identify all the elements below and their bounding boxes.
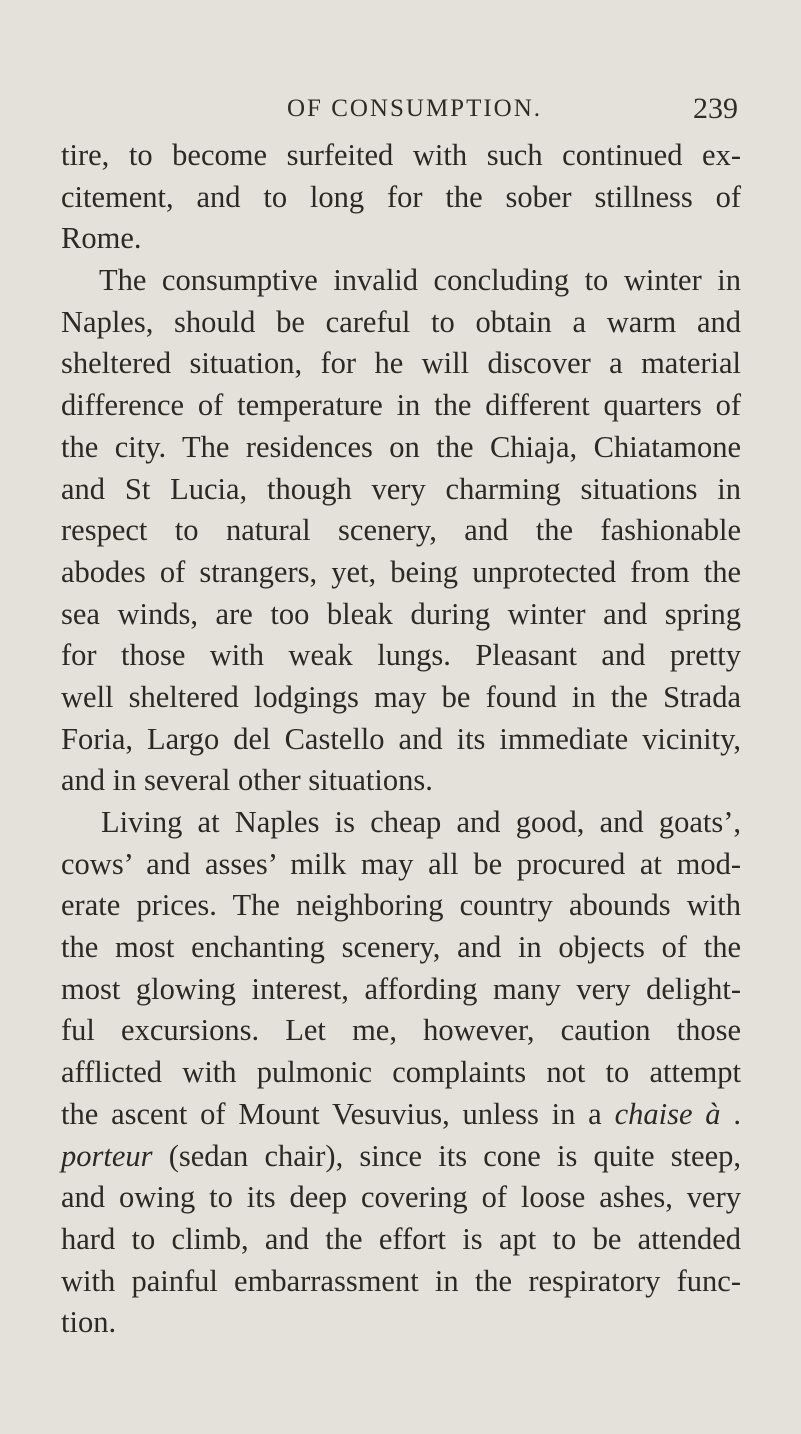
italic-word: porteur (61, 1138, 153, 1173)
text-line: afflicted with pulmonic complaints not to attempt (61, 1055, 741, 1090)
running-title: OF CONSUMPTION. (287, 95, 543, 122)
text-line: Foria, Largo del Castello and its immediate vicinity, (61, 721, 741, 756)
text-line: well sheltered lodgings may be found in the Strada (61, 679, 741, 714)
text-line: with painful embarrassment in the respiratory func- (61, 1263, 741, 1298)
text-line: citement, and to long for the sober stillness of (61, 179, 741, 214)
text-line: abodes of strangers, yet, being unprotected from the (61, 554, 741, 589)
text-line: tion. (61, 1305, 117, 1340)
text-line: Living at Naples is cheap and good, and goats’, (101, 805, 741, 839)
text-line: cows’ and asses’ milk may all be procured at mod- (61, 846, 741, 881)
text-segment: (sedan chair), since its cone is quite steep, (168, 1138, 741, 1173)
text-line: the city. The residences on the Chiaja, Chiatamone (61, 429, 741, 464)
text-line: most glowing interest, affording many very delight- (61, 971, 741, 1006)
italic-phrase: chaise à (614, 1096, 721, 1131)
text-line: Rome. (61, 221, 142, 256)
text-line: difference of temperature in the different quarters of (61, 388, 741, 423)
text-line: sheltered situation, for he will discover a material (61, 346, 741, 381)
text-line: the most enchanting scenery, and in objects of the (61, 930, 741, 965)
page-number: 239 (693, 92, 738, 125)
text-line: and St Lucia, though very charming situations in (61, 471, 741, 506)
text-line: and in several other situations. (61, 763, 433, 798)
text-segment: the ascent of Mount Vesuvius, unless in a (61, 1096, 602, 1131)
text-line: sea winds, are too bleak during winter and spring (61, 596, 741, 631)
text-line: ful excursions. Let me, however, caution those (61, 1013, 741, 1048)
text-line: for those with weak lungs. Pleasant and pretty (61, 638, 741, 673)
text-line (61, 1094, 741, 1136)
body-text (61, 135, 741, 1344)
text-line: erate prices. The neighboring country abounds with (61, 888, 741, 923)
text-segment: . (733, 1096, 742, 1131)
running-head (0, 92, 801, 135)
text-line: tire, to become surfeited with such continued ex- (61, 138, 741, 172)
text-line: Naples, should be careful to obtain a warm and (61, 304, 741, 339)
text-line: The consumptive invalid concluding to winter in (99, 263, 741, 298)
text-line: and owing to its deep covering of loose ashes, very (61, 1180, 741, 1215)
text-line: hard to climb, and the effort is apt to be attended (61, 1221, 741, 1256)
text-line: respect to natural scenery, and the fashionable (61, 513, 741, 548)
text-line (61, 1136, 741, 1178)
